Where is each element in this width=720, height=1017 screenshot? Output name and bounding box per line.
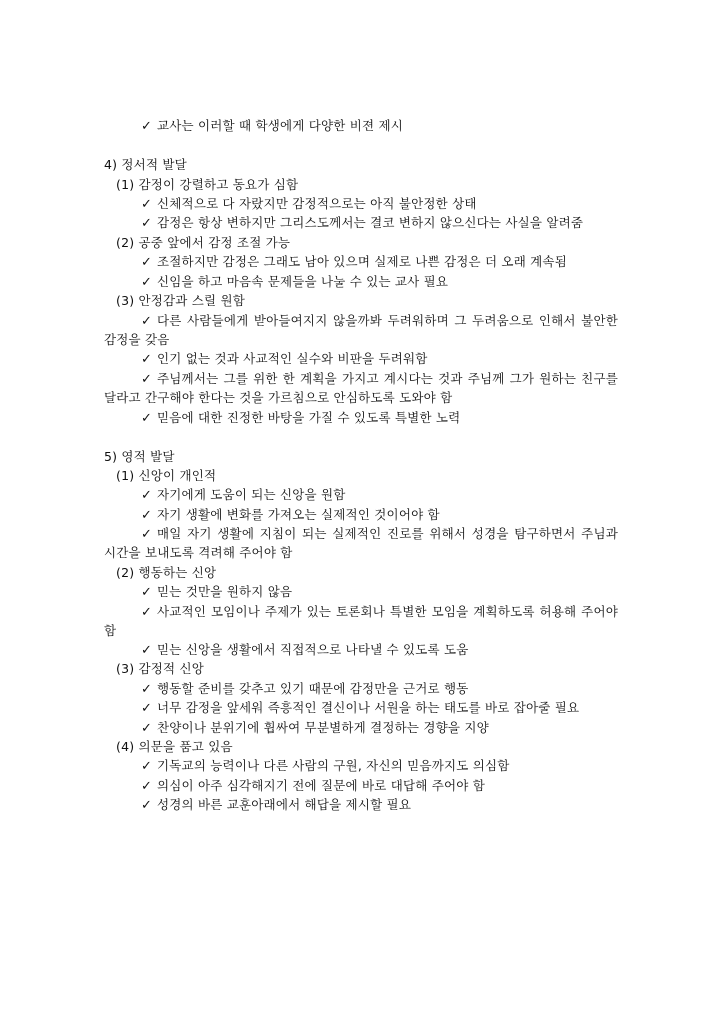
bullet-item: ✓ 의심이 아주 심각해지기 전에 질문에 바로 대답해 주어야 함 — [141, 778, 485, 794]
bullet-continuation: 달라고 간구해야 한다는 것을 가르침으로 안심하도록 도와야 함 — [104, 390, 453, 405]
bullet-item: ✓ 자기에게 도움이 되는 신앙을 원함 — [141, 487, 346, 503]
checkmark-icon: ✓ — [141, 216, 153, 231]
bullet-item: ✓ 믿는 것만을 원하지 않음 — [141, 584, 293, 600]
checkmark-icon: ✓ — [141, 527, 153, 542]
bullet-item: ✓ 기독교의 능력이나 다른 사람의 구원, 자신의 믿음까지도 의심함 — [141, 758, 510, 774]
bullet-item: ✓ 성경의 바른 교훈아래에서 해답을 제시할 필요 — [141, 797, 412, 813]
bullet-item: ✓ 믿음에 대한 진정한 바탕을 가질 수 있도록 특별한 노력 — [141, 410, 461, 426]
bullet-item: ✓ 신임을 하고 마음속 문제들을 나눌 수 있는 교사 필요 — [141, 274, 449, 290]
checkmark-icon: ✓ — [141, 701, 153, 716]
checkmark-icon: ✓ — [141, 508, 153, 523]
bullet-continuation: 감정을 갖음 — [104, 332, 170, 347]
bullet-item: ✓ 행동할 준비를 갖추고 있기 때문에 감정만을 근거로 행동 — [141, 681, 469, 697]
section-heading: 5) 영적 발달 — [104, 449, 175, 464]
subsection-title: (2) 공중 앞에서 감정 조절 가능 — [116, 235, 291, 250]
checkmark-icon: ✓ — [141, 759, 153, 774]
checkmark-icon: ✓ — [141, 605, 153, 620]
bullet-item: ✓ 믿는 신앙을 생활에서 직접적으로 나타낼 수 있도록 도움 — [141, 642, 469, 658]
subsection-title: (3) 감정적 신앙 — [116, 661, 205, 676]
subsection-title: (4) 의문을 품고 있음 — [116, 739, 233, 754]
checkmark-icon: ✓ — [141, 721, 153, 736]
subsection-title: (1) 신앙이 개인적 — [116, 468, 217, 483]
checkmark-icon: ✓ — [141, 197, 153, 212]
checkmark-icon: ✓ — [141, 488, 153, 503]
checkmark-icon: ✓ — [141, 314, 153, 329]
bullet-item: ✓ 주님께서는 그를 위한 한 계획을 가지고 계시다는 것과 주님께 그가 원하는 친구를 — [141, 371, 618, 387]
checkmark-icon: ✓ — [141, 119, 153, 134]
checkmark-icon: ✓ — [141, 255, 153, 270]
bullet-continuation: 시간을 보내도록 격려해 주어야 함 — [104, 545, 293, 560]
checkmark-icon: ✓ — [141, 411, 153, 426]
bullet-item: ✓ 사교적인 모임이나 주제가 있는 토론회나 특별한 모임을 계획하도록 허용해 주어야 — [141, 604, 618, 620]
bullet-item: ✓ 신체적으로 다 자랐지만 감정적으로는 아직 불안정한 상태 — [141, 196, 477, 212]
checkmark-icon: ✓ — [141, 798, 153, 813]
bullet-item: ✓ 매일 자기 생활에 지침이 되는 실제적인 진로를 위해서 성경을 탐구하면서 주님과 — [141, 526, 618, 542]
checkmark-icon: ✓ — [141, 643, 153, 658]
subsection-title: (1) 감정이 강렬하고 동요가 심함 — [116, 177, 299, 192]
checkmark-icon: ✓ — [141, 585, 153, 600]
bullet-item: ✓ 너무 감정을 앞세워 즉흥적인 결신이나 서원을 하는 태도를 바로 잡아줄 필요 — [141, 700, 580, 716]
bullet-item: ✓ 교사는 이러할 때 학생에게 다양한 비젼 제시 — [141, 118, 403, 134]
bullet-continuation: 함 — [104, 623, 117, 638]
bullet-item: ✓ 조절하지만 감정은 그래도 남아 있으며 실제로 나쁜 감정은 더 오래 계속됨 — [141, 254, 567, 270]
section-heading: 4) 정서적 발달 — [104, 157, 187, 172]
bullet-item: ✓ 찬양이나 분위기에 휩싸여 무분별하게 결정하는 경향을 지양 — [141, 720, 489, 736]
checkmark-icon: ✓ — [141, 275, 153, 290]
subsection-title: (2) 행동하는 신앙 — [116, 565, 217, 580]
subsection-title: (3) 안정감과 스릴 원함 — [116, 293, 246, 308]
checkmark-icon: ✓ — [141, 779, 153, 794]
bullet-item: ✓ 감정은 항상 변하지만 그리스도께서는 결코 변하지 않으신다는 사실을 알려줌 — [141, 215, 584, 231]
bullet-item: ✓ 인기 없는 것과 사교적인 실수와 비판을 두려워함 — [141, 351, 428, 367]
checkmark-icon: ✓ — [141, 372, 153, 387]
checkmark-icon: ✓ — [141, 682, 153, 697]
checkmark-icon: ✓ — [141, 352, 153, 367]
bullet-item: ✓ 자기 생활에 변화를 가져오는 실제적인 것이어야 함 — [141, 507, 440, 523]
bullet-item: ✓ 다른 사람들에게 받아들여지지 않을까봐 두려워하며 그 두려움으로 인해서 불안한 — [141, 313, 618, 329]
